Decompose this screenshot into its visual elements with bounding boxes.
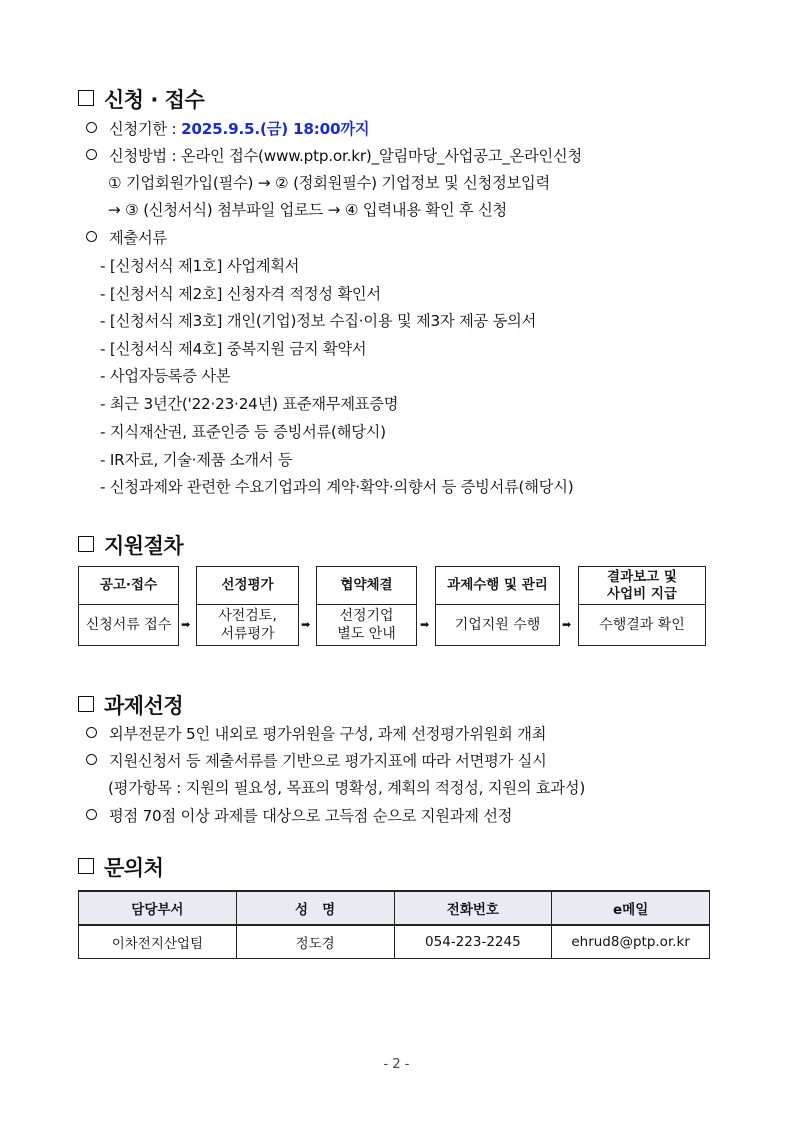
- doc-item: - [신청서식 제4호] 중복지원 금지 확약서: [100, 340, 367, 358]
- arrow-right-icon: ➡: [420, 618, 430, 631]
- step-title: 결과보고 및 사업비 지급: [579, 567, 705, 605]
- arrow-right-icon: ➡: [301, 618, 311, 631]
- table-header: 성 명: [236, 891, 394, 925]
- checkbox-square-icon: [78, 90, 94, 106]
- bullet-circle-icon: [86, 149, 97, 160]
- bullet-circle-icon: [86, 809, 97, 820]
- procedure-step-1: [78, 566, 179, 646]
- procedure-step-2: [196, 566, 299, 646]
- step-desc: 신청서류 접수: [85, 617, 172, 633]
- procedure-step-4: [435, 566, 560, 646]
- bullet-circle-icon: [86, 754, 97, 765]
- checkbox-square-icon: [78, 536, 94, 552]
- selection-line: 외부전문가 5인 내외로 평가위원을 구성, 과제 선정평가위원회 개최: [86, 723, 546, 744]
- method-step-line-2: → ③ (신청서식) 첨부파일 업로드 → ④ 입력내용 확인 후 신청: [108, 201, 508, 219]
- step-title: 과제수행 및 관리: [436, 567, 559, 605]
- doc-item: - [신청서식 제2호] 신청자격 적정성 확인서: [100, 285, 381, 303]
- step-title: 선정평가: [197, 567, 298, 605]
- step-desc: 수행결과 확인: [599, 617, 685, 633]
- section-title-selection: 과제선정: [78, 690, 183, 720]
- bullet-circle-icon: [86, 122, 97, 133]
- table-row: [79, 925, 710, 959]
- table-cell-email: ehrud8@ptp.or.kr: [552, 925, 710, 959]
- deadline-value: 2025.9.5.(금) 18:00까지: [181, 120, 370, 138]
- docs-label-line: 제출서류: [86, 227, 167, 248]
- table-header: 전화번호: [394, 891, 552, 925]
- doc-item: - 최근 3년간('22·23·24년) 표준재무제표증명: [100, 395, 399, 413]
- method-step-line-1: ① 기업회원가입(필수) → ② (정회원필수) 기업정보 및 신청정보입력: [108, 174, 550, 192]
- section-title-apply: 신청 · 접수: [78, 84, 204, 114]
- doc-item: - 지식재산권, 표준인증 등 증빙서류(해당시): [100, 423, 386, 441]
- step-desc: 기업지원 수행: [454, 617, 541, 633]
- contact-table: [78, 890, 710, 959]
- selection-line: 평점 70점 이상 과제를 대상으로 고득점 순으로 지원과제 선정: [86, 805, 512, 826]
- procedure-step-3: [316, 566, 417, 646]
- doc-item: - 신청과제와 관련한 수요기업과의 계약·확약·의향서 등 증빙서류(해당시): [100, 478, 574, 496]
- selection-line: 지원신청서 등 제출서류를 기반으로 평가지표에 따라 서면평가 실시: [86, 750, 547, 771]
- doc-item: - [신청서식 제3호] 개인(기업)정보 수집·이용 및 제3자 제공 동의서: [100, 312, 537, 330]
- table-header-row: [79, 891, 710, 925]
- checkbox-square-icon: [78, 696, 94, 712]
- section-title-contact: 문의처: [78, 852, 163, 882]
- step-desc: 선정기업 별도 안내: [337, 608, 396, 642]
- method-line: 신청방법 : 온라인 접수(www.ptp.or.kr)_알림마당_사업공고_온라인신청: [86, 145, 582, 166]
- table-cell: 054-223-2245: [394, 925, 552, 959]
- checkbox-square-icon: [78, 858, 94, 874]
- procedure-step-5: [578, 566, 706, 646]
- doc-item: - 사업자등록증 사본: [100, 367, 231, 385]
- table-cell: 정도경: [236, 925, 394, 959]
- step-title: 공고·접수: [79, 567, 178, 605]
- arrow-right-icon: ➡: [181, 618, 191, 631]
- doc-item: - IR자료, 기술·제품 소개서 등: [100, 451, 293, 469]
- table-header: 담당부서: [79, 891, 237, 925]
- table-cell: 이차전지산업팀: [79, 925, 237, 959]
- page-number: - 2 -: [383, 1057, 410, 1072]
- bullet-circle-icon: [86, 231, 97, 242]
- section-title-procedure: 지원절차: [78, 530, 183, 560]
- bullet-circle-icon: [86, 727, 97, 738]
- step-desc: 사전검토, 서류평가: [218, 608, 277, 642]
- selection-criteria-line: (평가항목 : 지원의 필요성, 목표의 명확성, 계획의 적정성, 지원의 효과성): [108, 779, 586, 797]
- table-header: e메일: [552, 891, 710, 925]
- step-title: 협약체결: [317, 567, 416, 605]
- deadline-line: 신청기한 : 2025.9.5.(금) 18:00까지: [86, 118, 369, 139]
- doc-item: - [신청서식 제1호] 사업계획서: [100, 257, 300, 275]
- arrow-right-icon: ➡: [562, 618, 572, 631]
